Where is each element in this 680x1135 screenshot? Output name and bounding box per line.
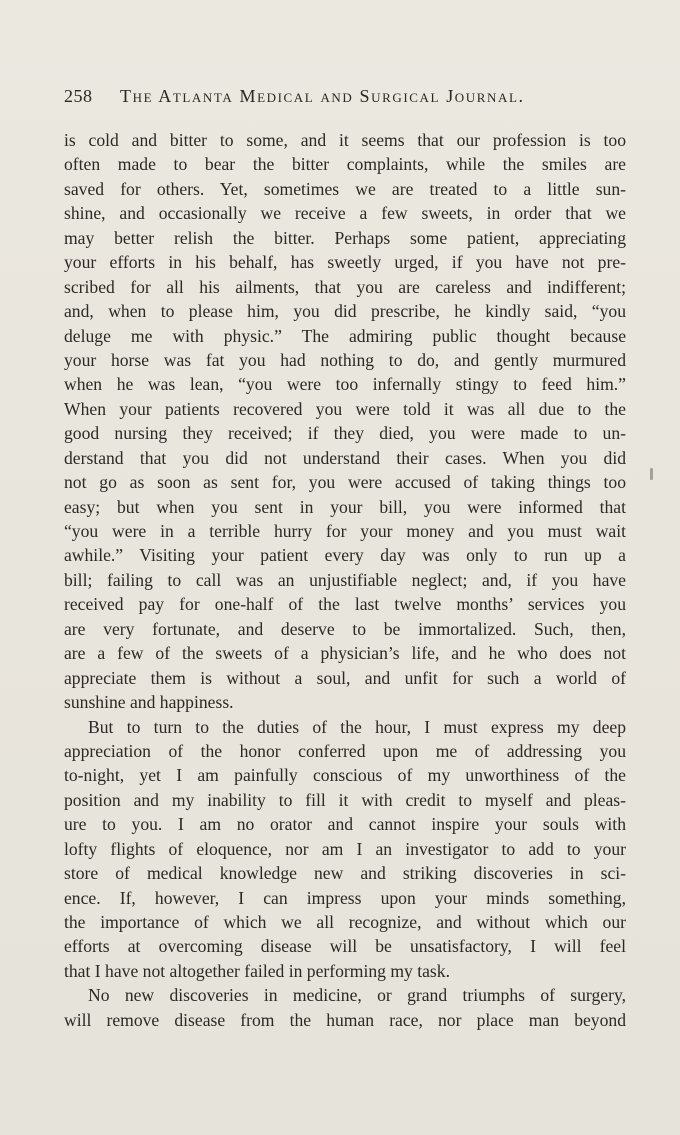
text-line: the importance of which we all recognize, and without which our [64,912,626,932]
text-line: ence. If, however, I can impress upon your minds something, [64,887,626,908]
text-line: will remove disease from the human race, nor place man beyond [64,1009,626,1030]
page-number: 258 [64,86,93,106]
text-line: saved for others. Yet, sometimes we are treated to a little sun- [64,178,626,199]
body-text [64,128,626,1032]
text-line: appreciate them is without a soul, and unfit for such a world of [64,667,626,688]
text-line: to-night, yet I am painfully conscious of my unworthiness of the [64,765,626,786]
text-line: derstand that you did not understand their cases. When you did [64,447,626,468]
text-line: efforts at overcoming disease will be unsatisfactory, I will feel [64,936,626,957]
text-line: store of medical knowledge new and striking discoveries in sci- [64,863,626,884]
margin-mark [650,468,653,480]
text-line: position and my inability to fill it with credit to myself and pleas- [64,789,626,810]
text-line: appreciation of the honor conferred upon me of addressing you [64,740,626,761]
text-line: received pay for one-half of the last twelve months’ services you [64,594,626,615]
paragraph-first-line: No new discoveries in medicine, or grand triumphs of surgery, [88,985,626,1006]
text-line: awhile.” Visiting your patient every day was only to run up a [64,545,626,566]
text-line: may better relish the bitter. Perhaps some patient, appreciating [64,227,626,248]
text-line: when he was lean, “you were too infernally stingy to feed him.” [64,374,626,395]
text-line: good nursing they received; if they died, you were made to un- [64,423,626,444]
text-line: your efforts in his behalf, has sweetly urged, if you have not pre- [64,252,626,273]
running-head: The Atlanta Medical and Surgical Journal. [120,86,525,106]
text-line: shine, and occasionally we receive a few sweets, in order that we [64,203,626,224]
text-line: is cold and bitter to some, and it seems that our profession is too [64,130,626,150]
paragraph-end-line: that I have not altogether failed in performing my task. [64,960,450,981]
text-line: “you were in a terrible hurry for your money and you must wait [64,521,626,541]
text-line: scribed for all his ailments, that you are careless and indifferent; [64,276,626,297]
text-line: are very fortunate, and deserve to be immortalized. Such, then, [64,618,626,639]
text-line: and, when to please him, you did prescribe, he kindly said, “you [64,301,626,322]
text-line: are a few of the sweets of a physician’s life, and he who does not [64,643,626,664]
text-line: lofty flights of eloquence, nor am I an investigator to add to your [64,838,626,859]
text-line: your horse was fat you had nothing to do, and gently murmured [64,349,626,370]
text-line: often made to bear the bitter complaints, while the smiles are [64,154,626,175]
text-line: bill; failing to call was an unjustifiable neglect; and, if you have [64,569,626,590]
text-line: easy; but when you sent in your bill, you were informed that [64,496,626,517]
text-line: ure to you. I am no orator and cannot inspire your souls with [64,814,626,835]
paragraph-first-line: But to turn to the duties of the hour, I must express my deep [88,716,626,737]
text-line: When your patients recovered you were told it was all due to the [64,398,626,419]
paragraph-end-line: sunshine and happiness. [64,692,234,713]
page-header [64,86,624,112]
text-line: deluge me with physic.” The admiring public thought because [64,325,626,346]
text-line: not go as soon as sent for, you were accused of taking things too [64,472,626,493]
